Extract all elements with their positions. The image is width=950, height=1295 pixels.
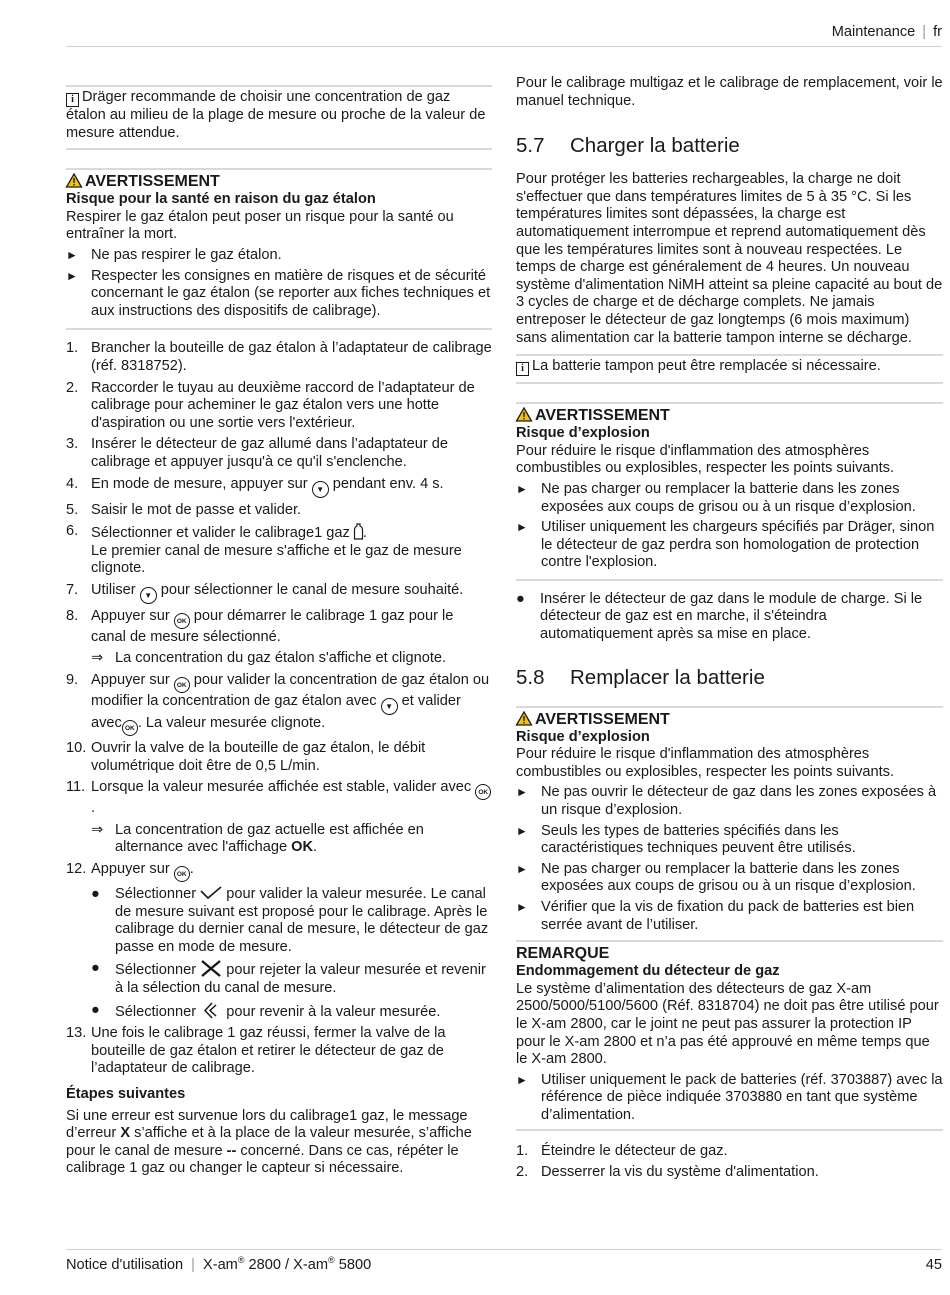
step-item xyxy=(66,380,492,433)
arrow-icon: ► xyxy=(516,823,528,838)
ok-display-label: OK xyxy=(291,839,314,856)
step-number: 1. xyxy=(516,1142,529,1159)
arrow-icon: ► xyxy=(66,268,78,283)
step-result-text: . xyxy=(313,839,318,856)
footer-separator: | xyxy=(191,1257,195,1273)
step-text: . La valeur mesurée clignote. xyxy=(137,715,326,732)
note-rule-top xyxy=(516,940,943,942)
step-item xyxy=(66,340,492,375)
option-item xyxy=(91,960,492,997)
bullet-icon: ● xyxy=(91,960,100,977)
next-steps-text-part: s’affiche et à la place de la valeur mesurée, s’affiche pour le canal de mesure xyxy=(66,1125,472,1159)
gas-bottle-icon xyxy=(354,523,363,540)
page-footer xyxy=(66,1257,942,1275)
step-text: . xyxy=(91,800,96,817)
step-text: Une fois le calibrage 1 gaz réussi, fermer la valve de la bouteille de gaz étalon et retirer le détecteur de gaz de l’adaptateur de calibrage. xyxy=(91,1025,446,1077)
step-result-text: La concentration de gaz actuelle est affichée en alternance avec l'affichage xyxy=(115,821,424,856)
step-text: pour démarrer le calibrage 1 gaz pour le canal de mesure sélectionné. xyxy=(91,607,454,645)
list-item-text: Ne pas charger ou remplacer la batterie dans les zones exposées aux coups de grisou ou à un risque d’explosion. xyxy=(541,480,916,515)
list-item xyxy=(516,519,943,572)
step-number: 4. xyxy=(66,475,79,492)
option-text: pour valider la valeur mesurée. Le canal de mesure suivant est proposé pour le calibrage. Après le calibrage du dernier canal de mesure, le détecteur de gaz passe en mode de mesure. xyxy=(115,886,489,955)
header-separator: | xyxy=(922,24,927,40)
list-item xyxy=(516,784,943,819)
step-text: Ouvrir la valve de la bouteille de gaz étalon, le débit volumétrique doit être de 0,5 L/min. xyxy=(91,740,426,774)
error-symbol: X xyxy=(120,1125,131,1142)
step-text: Appuyer sur xyxy=(91,861,174,878)
step-number: 6. xyxy=(66,523,79,540)
step-item xyxy=(516,1143,943,1161)
option-text: Sélectionner xyxy=(115,962,201,979)
option-item xyxy=(91,886,492,956)
step-item xyxy=(66,436,492,471)
step-number: 2. xyxy=(516,1164,529,1181)
warning-title xyxy=(66,172,492,191)
list-item xyxy=(516,861,943,896)
note-block xyxy=(516,940,943,1130)
warning-text: Pour réduire le risque d'inflammation des atmosphères combustibles ou explosibles, respecter les points suivants. xyxy=(516,442,895,477)
info-rule-bottom xyxy=(516,382,943,384)
note-title: REMARQUE xyxy=(516,945,610,963)
ok-button-icon: OK xyxy=(174,677,190,693)
warning-triangle-icon xyxy=(516,407,532,422)
step-text: pour valider la concentration de gaz étalon ou modifier la concentration de gaz étalon avec xyxy=(91,672,490,710)
warning-rule-bottom xyxy=(66,328,492,330)
arrow-icon: ► xyxy=(516,900,528,914)
checkmark-icon xyxy=(200,886,222,900)
info-note xyxy=(516,358,943,376)
right-column xyxy=(516,75,943,1186)
section-body: Pour protéger les batteries rechargeables, la charge ne doit s'effectuer que dans températures limites de 5 à 35 °C. Si les températures limites sont dépassées, la charge est automatiquement interrompue et reprend automatiquement dès que les températures limites sont à nouveau respectées. Le temps de charge est généralement de 4 heures. Un nouveau système d'alimentation NiMH atteint sa pleine capacité au bout de 3 cycles de charge et de décharge complets. Ne jamais entreposer le détecteur de gaz longtemps (6 mois maximum) sans alimentation car la batterie tampon interne se décharge. xyxy=(516,171,943,346)
step-item xyxy=(66,582,492,604)
result-arrow-icon: ⇒ xyxy=(91,650,104,667)
warning-subtitle: Risque d’explosion xyxy=(516,728,650,745)
step-number: 9. xyxy=(66,672,79,689)
warning-title xyxy=(516,710,943,729)
warning-title-text: AVERTISSEMENT xyxy=(535,407,670,425)
calibration-steps xyxy=(66,340,492,1078)
step-text: Appuyer sur xyxy=(91,672,174,689)
option-text: pour rejeter la valeur mesurée et revenir à la sélection du canal de mesure. xyxy=(115,962,486,996)
section-number: 5.8 xyxy=(516,665,545,689)
list-item-text: Seuls les types de batteries spécifiés dans les caractéristiques techniques peuvent être utilisés. xyxy=(541,822,856,857)
step-number: 12. xyxy=(66,861,87,878)
step-text: . xyxy=(189,861,194,878)
page-header xyxy=(832,24,942,42)
footer-document-title: Notice d'utilisation xyxy=(66,1257,184,1273)
step-number: 2. xyxy=(66,379,79,396)
list-item xyxy=(516,591,943,644)
step-text: En mode de mesure, appuyer sur xyxy=(91,475,312,492)
next-steps-text-part: concerné. Dans ce cas, répéter le calibrage 1 gaz ou changer le capteur si nécessaire. xyxy=(66,1142,459,1177)
warning-text: Pour réduire le risque d'inflammation des atmosphères combustibles ou explosibles, respecter les points suivants. xyxy=(516,746,895,780)
step-text: et valider avec xyxy=(91,693,461,732)
step-item xyxy=(516,1164,943,1182)
step-number: 7. xyxy=(66,581,79,598)
warning-block xyxy=(516,402,943,581)
warning-text: Respirer le gaz étalon peut poser un risque pour la santé ou entraîner la mort. xyxy=(66,208,454,243)
info-icon: i xyxy=(516,362,529,376)
step-number: 8. xyxy=(66,607,79,624)
note-subtitle: Endommagement du détecteur de gaz xyxy=(516,963,780,980)
step-options xyxy=(91,886,492,1021)
step-number: 11. xyxy=(66,779,86,796)
header-language: fr xyxy=(933,24,942,40)
info-rule-top xyxy=(516,354,943,356)
info-rule-bottom xyxy=(66,148,492,150)
warning-subtitle: Risque pour la santé en raison du gaz étalon xyxy=(66,191,376,208)
step-number: 13. xyxy=(66,1025,87,1042)
product-name: X-am xyxy=(202,1257,238,1273)
dash-symbol: -- xyxy=(226,1142,237,1159)
warning-subtitle: Risque d’explosion xyxy=(516,425,650,442)
bullet-icon: ● xyxy=(516,590,525,607)
intro-text: Pour le calibrage multigaz et le calibrage de remplacement, voir le manuel technique. xyxy=(516,75,943,109)
bullet-icon: ● xyxy=(91,886,100,903)
list-item xyxy=(516,823,943,858)
arrow-icon: ► xyxy=(516,481,528,496)
ok-button-icon: OK xyxy=(174,866,190,882)
arrow-icon: ► xyxy=(516,861,528,876)
note-rule-bottom xyxy=(516,1129,943,1131)
registered-mark: ® xyxy=(237,1255,245,1266)
page-number: 45 xyxy=(925,1257,942,1273)
info-icon: i xyxy=(66,93,79,107)
warning-title-text: AVERTISSEMENT xyxy=(535,710,670,728)
step-result xyxy=(91,822,492,857)
info-note xyxy=(66,89,492,142)
footer-rule xyxy=(66,1249,942,1250)
step-number: 5. xyxy=(66,501,79,518)
step-result-text: La concentration du gaz étalon s'affiche et clignote. xyxy=(115,650,447,667)
ok-button-icon: OK xyxy=(122,720,138,736)
step-item xyxy=(66,740,492,775)
cross-icon xyxy=(200,960,222,977)
step-text: Éteindre le détecteur de gaz. xyxy=(541,1142,728,1159)
info-text: La batterie tampon peut être remplacée si nécessaire. xyxy=(532,358,881,375)
step-item xyxy=(66,672,492,736)
step-text: Insérer le détecteur de gaz allumé dans l’adaptateur de calibrage et appuyer jusqu'à ce qu'il s'enclenche. xyxy=(91,436,448,470)
warning-title xyxy=(516,406,943,425)
ok-button-icon: OK xyxy=(475,784,491,800)
warning-rule-top xyxy=(66,168,492,170)
list-item xyxy=(516,481,943,516)
step-result xyxy=(91,650,492,668)
section-heading-5-8 xyxy=(516,666,943,690)
product-name: 2800 / X-am xyxy=(244,1257,329,1273)
warning-list xyxy=(516,481,943,572)
list-item-text: Ne pas ouvrir le détecteur de gaz dans les zones exposées à un risque d’explosion. xyxy=(541,784,937,819)
note-text: Le système d’alimentation des détecteurs de gaz X-am 2500/5000/5100/5600 (Réf. 8318704) ne doit pas être utilisé pour le X-am 2800, car le joint ne peut pas assurer la protection IP pour le X-am 2800 et n’a pas été approuvé en même temps que le X-am 2800. xyxy=(516,980,939,1068)
step-text: Appuyer sur xyxy=(91,607,174,624)
info-text: Dräger recommande de choisir une concentration de gaz étalon au milieu de la plage de mesure ou proche de la valeur de mesure attendue. xyxy=(66,89,486,141)
ok-button-icon: OK xyxy=(174,613,190,629)
list-item xyxy=(66,247,492,265)
list-item-text: Insérer le détecteur de gaz dans le module de charge. Si le détecteur de gaz est en marche, il s'éteindra automatiquement après sa mise en place. xyxy=(540,590,923,643)
step-number: 10. xyxy=(66,740,87,757)
option-text: Sélectionner xyxy=(115,1003,201,1020)
arrow-icon: ► xyxy=(516,520,528,535)
step-number: 3. xyxy=(66,436,79,453)
list-item-text: Utiliser uniquement les chargeurs spécifiés par Dräger, sinon le détecteur de gaz perdra son homologation de protection contre l'explosion. xyxy=(541,519,935,571)
down-button-icon: ▼ xyxy=(312,481,329,498)
warning-rule-bottom xyxy=(516,579,943,581)
header-section: Maintenance xyxy=(831,24,916,40)
arrow-icon: ► xyxy=(516,1072,528,1087)
list-item xyxy=(516,899,943,934)
list-item-text: Ne pas respirer le gaz étalon. xyxy=(91,246,282,263)
list-item-text: Vérifier que la vis de fixation du pack de batteries est bien serrée avant de l’utiliser. xyxy=(541,899,915,933)
note-list xyxy=(516,1072,943,1125)
step-text: pendant env. 4 s. xyxy=(328,475,444,492)
bullet-icon: ● xyxy=(91,1001,100,1018)
list-item-text: Respecter les consignes en matière de risques et de sécurité concernant le gaz étalon (se reporter aux fiches techniques et aux instructions des dispositifs de calibrage). xyxy=(91,267,491,319)
charge-steps xyxy=(516,591,943,644)
left-column xyxy=(66,85,492,1178)
back-icon xyxy=(200,1002,222,1019)
warning-triangle-icon xyxy=(66,173,82,188)
arrow-icon: ► xyxy=(516,785,528,800)
step-text: Raccorder le tuyau au deuxième raccord de l’adaptateur de calibrage pour acheminer le gaz étalon vers une hotte d'aspiration ou une sortie vers l'extérieur. xyxy=(91,379,475,431)
step-item xyxy=(66,502,492,520)
info-rule-top xyxy=(66,85,492,87)
next-steps-title: Étapes suivantes xyxy=(66,1085,186,1102)
arrow-icon: ► xyxy=(66,247,78,262)
step-item xyxy=(66,861,492,1021)
section-title: Remplacer la batterie xyxy=(570,665,765,689)
step-item xyxy=(66,608,492,668)
down-button-icon: ▼ xyxy=(140,587,157,604)
registered-mark: ® xyxy=(328,1255,335,1266)
warning-list xyxy=(66,247,492,320)
step-text: Lorsque la valeur mesurée affichée est stable, valider avec xyxy=(91,779,476,796)
warning-block xyxy=(516,706,943,935)
step-text: Sélectionner et valider le calibrage1 gaz xyxy=(91,525,354,542)
step-text: Saisir le mot de passe et valider. xyxy=(91,501,302,518)
step-text: Desserrer la vis du système d'alimentation. xyxy=(541,1164,819,1181)
result-arrow-icon: ⇒ xyxy=(91,821,104,838)
down-button-icon: ▼ xyxy=(381,698,398,715)
step-item xyxy=(66,523,492,578)
list-item xyxy=(516,1072,943,1125)
warning-rule-top xyxy=(516,402,943,404)
section-number: 5.7 xyxy=(516,134,545,158)
step-text: Brancher la bouteille de gaz étalon à l’adaptateur de calibrage (réf. 8318752). xyxy=(91,340,492,374)
step-item xyxy=(66,476,492,498)
step-text-continued: Le premier canal de mesure s'affiche et le gaz de mesure clignote. xyxy=(91,542,462,577)
list-item-text: Utiliser uniquement le pack de batteries (réf. 3703887) avec la référence de pièce indiquée 3703880 en tant que système d’alimentation. xyxy=(541,1071,943,1123)
step-number: 1. xyxy=(66,340,79,357)
warning-block xyxy=(66,168,492,330)
next-steps-text-part: Si une erreur est survenue lors du calibrage1 gaz, le message d’erreur xyxy=(66,1107,468,1142)
battery-steps xyxy=(516,1143,943,1182)
option-text: Sélectionner xyxy=(115,886,201,903)
warning-title-text: AVERTISSEMENT xyxy=(85,173,220,191)
list-item-text: Ne pas charger ou remplacer la batterie dans les zones exposées aux coups de grisou ou à un risque d’explosion. xyxy=(541,860,916,895)
step-text: Utiliser xyxy=(91,581,140,598)
section-title: Charger la batterie xyxy=(570,134,740,158)
option-text: pour revenir à la valeur mesurée. xyxy=(222,1003,441,1020)
step-item xyxy=(66,1025,492,1078)
step-text: pour sélectionner le canal de mesure souhaité. xyxy=(156,581,464,598)
next-steps-text xyxy=(66,1108,492,1178)
warning-list xyxy=(516,784,943,934)
warning-rule-top xyxy=(516,706,943,708)
product-name: 5800 xyxy=(334,1257,372,1273)
header-rule xyxy=(66,46,942,47)
section-heading-5-7 xyxy=(516,134,943,158)
step-text: . xyxy=(362,525,367,542)
footer-product xyxy=(203,1257,371,1273)
warning-triangle-icon xyxy=(516,711,532,726)
list-item xyxy=(66,268,492,321)
step-item xyxy=(66,779,492,857)
option-item xyxy=(91,1002,492,1022)
